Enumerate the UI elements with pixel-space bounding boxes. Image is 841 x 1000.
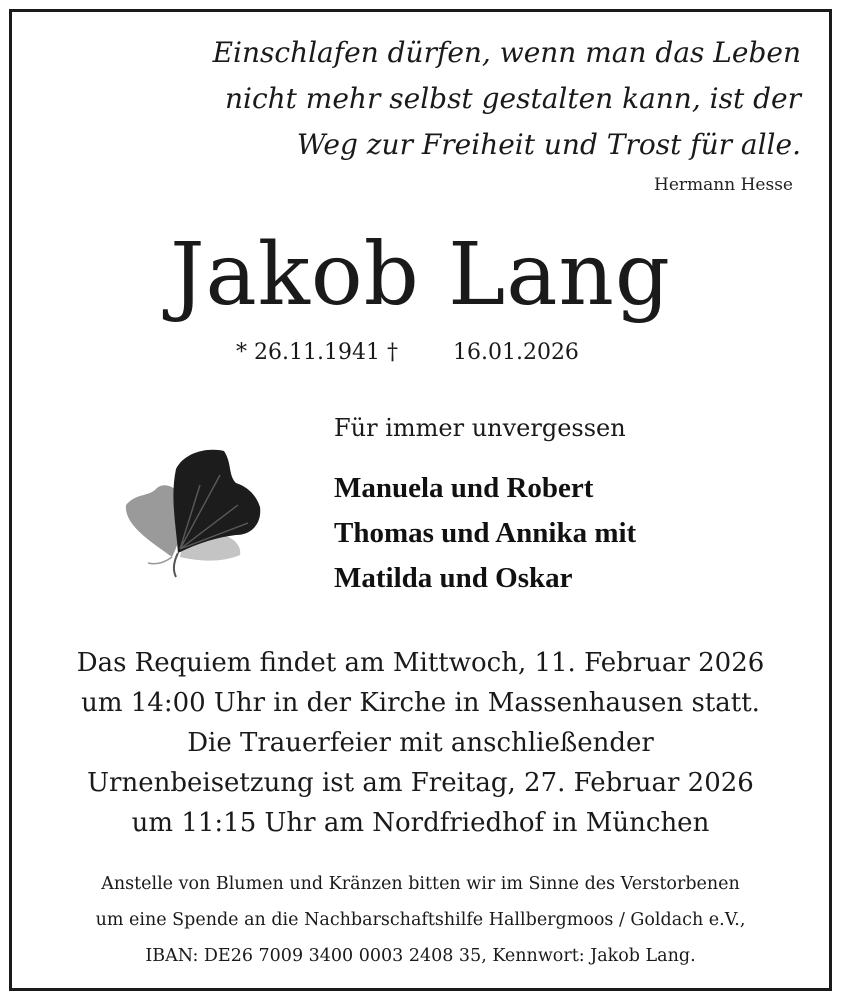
- motto: Für immer unvergessen: [334, 414, 626, 442]
- service-line: um 14:00 Uhr in der Kirche in Massenhausen statt.: [81, 688, 760, 718]
- family-line: Manuela und Robert: [334, 472, 594, 504]
- donation-note: [0, 866, 841, 974]
- family-line: Matilda und Oskar: [334, 562, 573, 594]
- quote-line: nicht mehr selbst gestalten kann, ist der: [224, 82, 801, 115]
- note-line: IBAN: DE26 7009 3400 0003 2408 35, Kennwort: Jakob Lang.: [145, 946, 696, 966]
- quote-author: Hermann Hesse: [654, 175, 793, 195]
- ginkgo-leaves-icon: [120, 445, 270, 580]
- death-symbol: †: [386, 340, 398, 365]
- note-line: um eine Spende an die Nachbarschaftshilfe Hallbergmoos / Goldach e.V.,: [95, 910, 746, 930]
- birth-date: * 26.11.1941: [236, 340, 380, 365]
- death-date: 16.01.2026: [452, 340, 579, 365]
- note-line: Anstelle von Blumen und Kränzen bitten wir im Sinne des Verstorbenen: [101, 874, 740, 894]
- service-line: um 11:15 Uhr am Nordfriedhof in München: [131, 808, 710, 838]
- quote-line: Weg zur Freiheit und Trost für alle.: [296, 128, 801, 161]
- deceased-name: Jakob Lang: [170, 225, 671, 325]
- service-line: Die Trauerfeier mit anschließender: [187, 728, 654, 758]
- service-info: [0, 643, 841, 843]
- family-line: Thomas und Annika mit: [334, 517, 637, 549]
- quote-block: [101, 30, 801, 168]
- life-dates: [236, 340, 579, 365]
- quote-line: Einschlafen dürfen, wenn man das Leben: [212, 36, 801, 69]
- service-line: Das Requiem findet am Mittwoch, 11. Februar 2026: [76, 648, 765, 678]
- family-list: [334, 466, 636, 601]
- service-line: Urnenbeisetzung ist am Freitag, 27. Februar 2026: [87, 768, 754, 798]
